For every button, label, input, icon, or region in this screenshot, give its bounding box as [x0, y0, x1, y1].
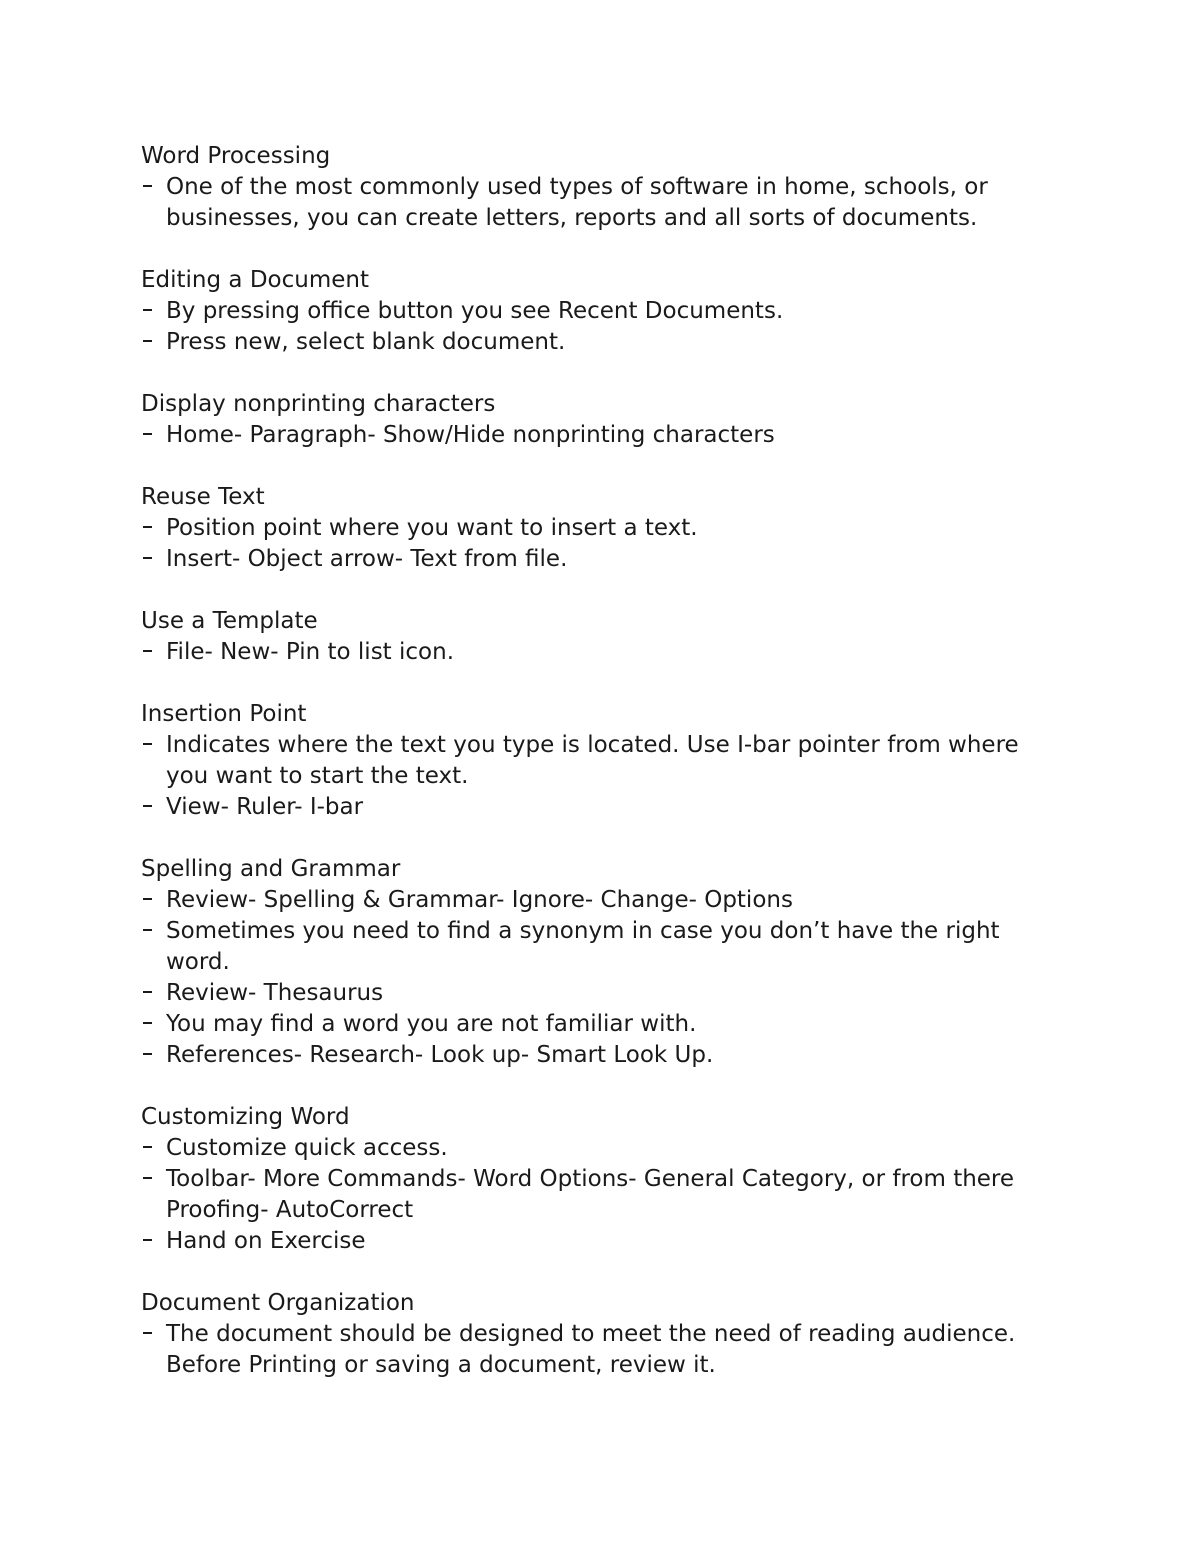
section-heading: Display nonprinting characters: [141, 391, 496, 417]
bullet-item: [141, 1164, 1026, 1226]
bullet-text: You may find a word you are not familiar with.: [166, 1011, 697, 1037]
section-spelling-and-grammar: [141, 854, 1041, 1071]
bullet-text: The document should be designed to meet the need of reading audience. Before Printing or saving a document, review it.: [166, 1321, 1016, 1378]
dash-bullet-icon: [141, 978, 161, 1009]
section-insertion-point: [141, 699, 1041, 823]
bullet-item: [141, 916, 1026, 978]
bullet-text: By pressing office button you see Recent Documents.: [166, 298, 784, 324]
dash-bullet-icon: [141, 1133, 161, 1164]
bullet-text: View- Ruler- I-bar: [166, 794, 364, 820]
bullet-item: [141, 1009, 1026, 1040]
bullet-list: [141, 1133, 1041, 1257]
bullet-item: [141, 172, 1026, 234]
bullet-item: [141, 420, 1026, 451]
section-document-organization: [141, 1288, 1041, 1381]
bullet-text: Review- Thesaurus: [166, 980, 384, 1006]
bullet-list: [141, 885, 1041, 1071]
bullet-item: [141, 885, 1026, 916]
bullet-item: [141, 730, 1026, 792]
bullet-text: Toolbar- More Commands- Word Options- General Category, or from there Proofing- AutoCorrect: [166, 1166, 1015, 1223]
section-reuse-text: [141, 482, 1041, 575]
bullet-text: Position point where you want to insert a text.: [166, 515, 698, 541]
bullet-text: Sometimes you need to find a synonym in case you don’t have the right word.: [166, 918, 1000, 975]
dash-bullet-icon: [141, 296, 161, 327]
bullet-item: [141, 296, 1026, 327]
dash-bullet-icon: [141, 513, 161, 544]
bullet-text: Insert- Object arrow- Text from file.: [166, 546, 568, 572]
bullet-list: [141, 513, 1041, 575]
section-display-nonprinting-characters: [141, 389, 1041, 451]
dash-bullet-icon: [141, 1319, 161, 1350]
bullet-list: [141, 420, 1041, 451]
bullet-list: [141, 172, 1041, 234]
dash-bullet-icon: [141, 885, 161, 916]
dash-bullet-icon: [141, 1164, 161, 1195]
bullet-item: [141, 513, 1026, 544]
dash-bullet-icon: [141, 730, 161, 761]
bullet-item: [141, 1133, 1026, 1164]
section-heading: Word Processing: [141, 143, 331, 169]
dash-bullet-icon: [141, 637, 161, 668]
section-customizing-word: [141, 1102, 1041, 1257]
section-heading: Spelling and Grammar: [141, 856, 401, 882]
document-page: [141, 141, 1041, 1412]
bullet-item: [141, 544, 1026, 575]
section-heading: Insertion Point: [141, 701, 307, 727]
section-heading: Reuse Text: [141, 484, 265, 510]
bullet-list: [141, 637, 1041, 668]
bullet-text: Press new, select blank document.: [166, 329, 566, 355]
bullet-text: One of the most commonly used types of software in home, schools, or businesses, you can create letters, reports and all sorts of documents.: [166, 174, 988, 231]
section-heading: Document Organization: [141, 1290, 415, 1316]
bullet-list: [141, 730, 1041, 823]
bullet-item: [141, 792, 1026, 823]
section-editing-a-document: [141, 265, 1041, 358]
bullet-text: Customize quick access.: [166, 1135, 448, 1161]
dash-bullet-icon: [141, 544, 161, 575]
section-use-a-template: [141, 606, 1041, 668]
bullet-text: Indicates where the text you type is located. Use I-bar pointer from where you want to start the text.: [166, 732, 1019, 789]
bullet-item: [141, 1319, 1026, 1381]
bullet-text: Review- Spelling & Grammar- Ignore- Change- Options: [166, 887, 793, 913]
bullet-text: References- Research- Look up- Smart Look Up.: [166, 1042, 714, 1068]
section-heading: Customizing Word: [141, 1104, 350, 1130]
section-heading: Use a Template: [141, 608, 318, 634]
bullet-text: File- New- Pin to list icon.: [166, 639, 455, 665]
bullet-item: [141, 327, 1026, 358]
bullet-item: [141, 978, 1026, 1009]
dash-bullet-icon: [141, 172, 161, 203]
dash-bullet-icon: [141, 420, 161, 451]
bullet-item: [141, 1226, 1026, 1257]
bullet-item: [141, 637, 1026, 668]
section-word-processing: [141, 141, 1041, 234]
bullet-list: [141, 1319, 1041, 1381]
dash-bullet-icon: [141, 1226, 161, 1257]
bullet-list: [141, 296, 1041, 358]
section-heading: Editing a Document: [141, 267, 369, 293]
dash-bullet-icon: [141, 1040, 161, 1071]
bullet-text: Hand on Exercise: [166, 1228, 366, 1254]
bullet-text: Home- Paragraph- Show/Hide nonprinting characters: [166, 422, 775, 448]
dash-bullet-icon: [141, 1009, 161, 1040]
dash-bullet-icon: [141, 792, 161, 823]
dash-bullet-icon: [141, 916, 161, 947]
dash-bullet-icon: [141, 327, 161, 358]
bullet-item: [141, 1040, 1026, 1071]
